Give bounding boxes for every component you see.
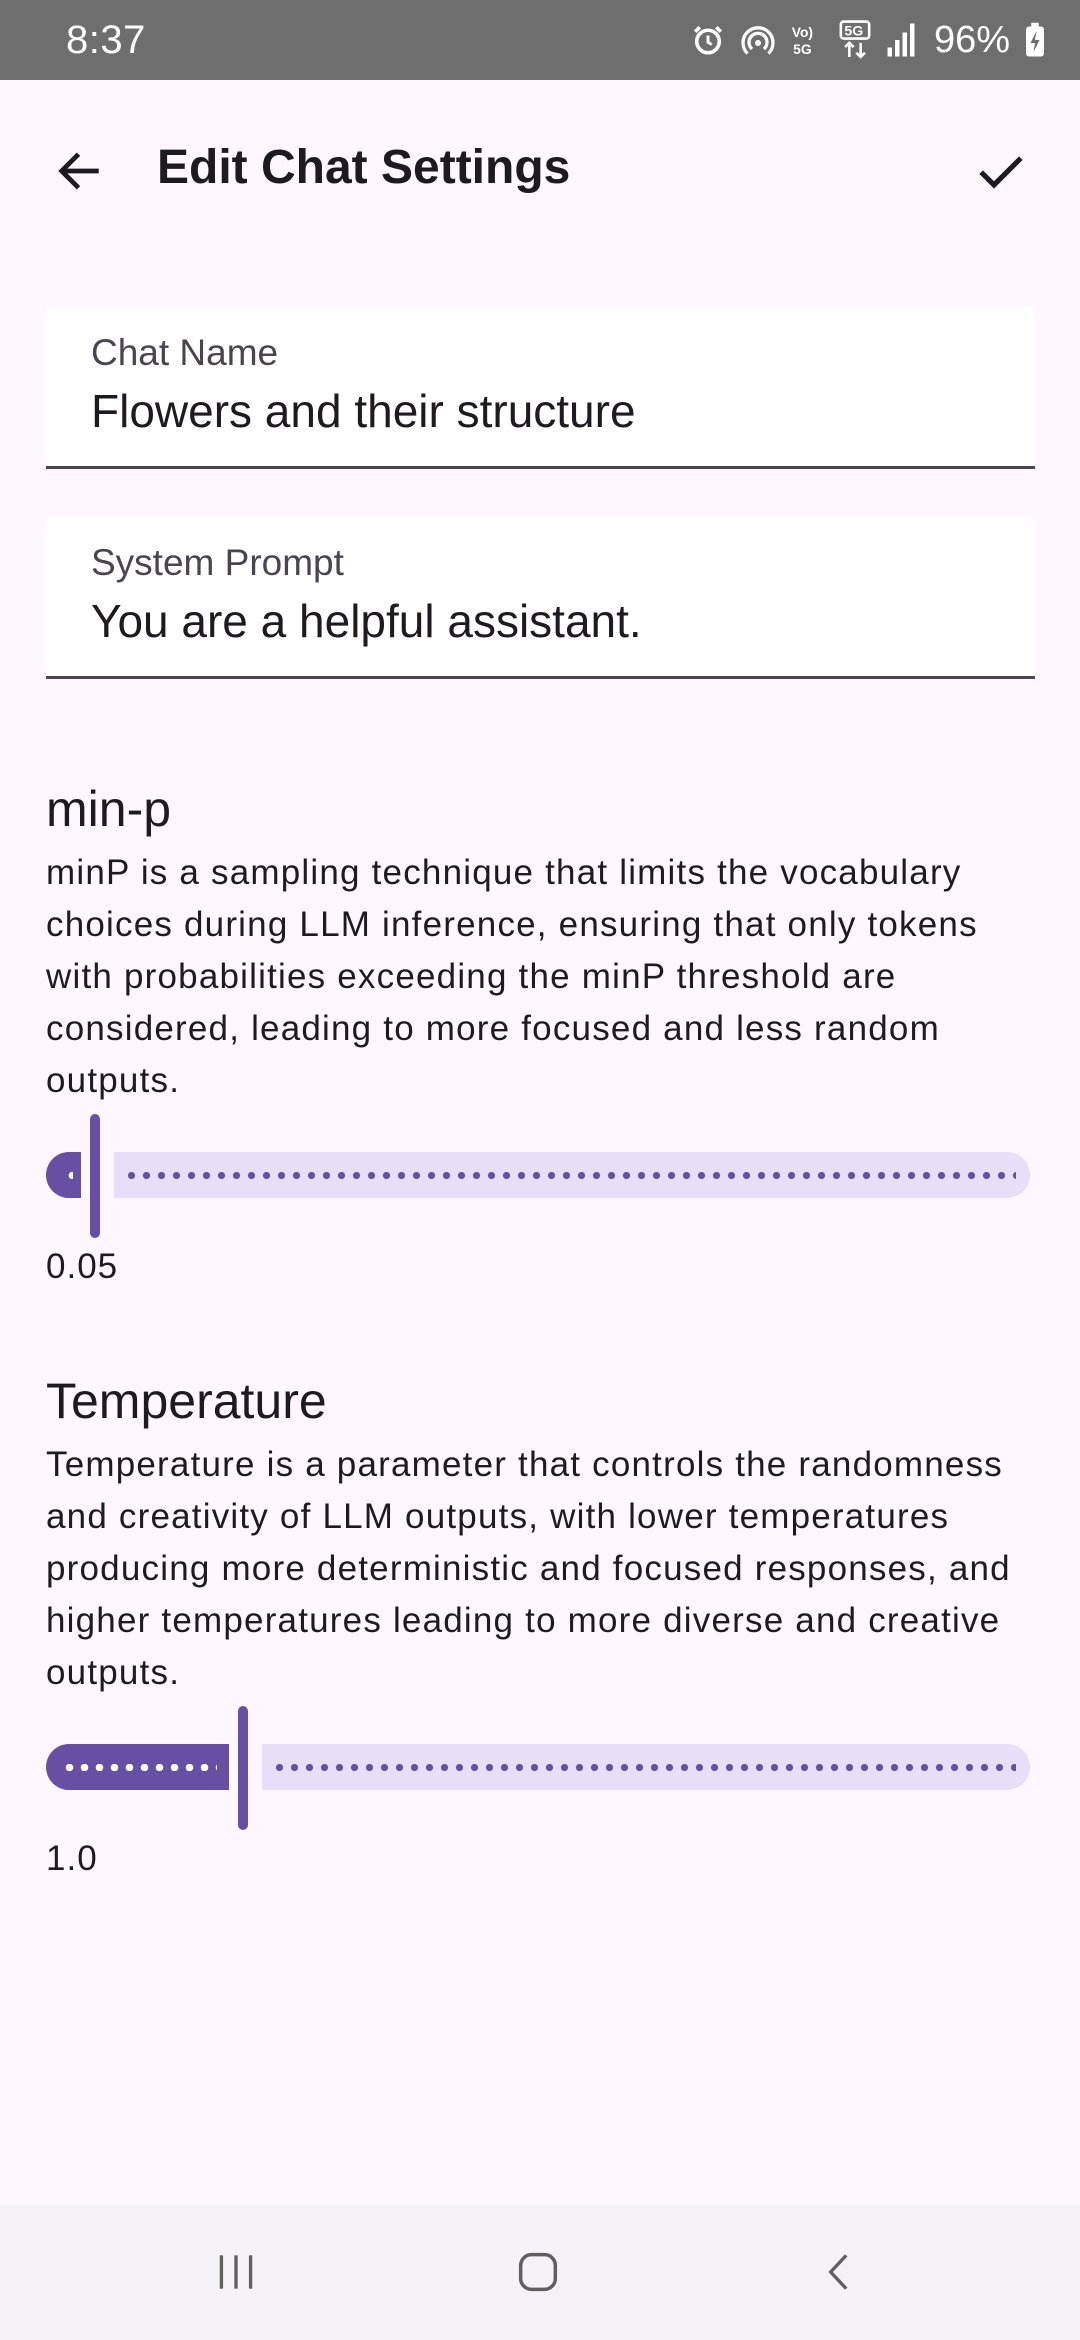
battery-percent: 96%	[933, 18, 1010, 61]
app-bar	[0, 80, 1080, 260]
recents-button[interactable]	[196, 2237, 276, 2307]
slider-thumb[interactable]	[90, 1114, 100, 1238]
temperature-title: Temperature	[46, 1373, 327, 1429]
status-icons	[690, 19, 1046, 62]
min-p-title: min-p	[46, 781, 172, 837]
system-prompt-label: System Prompt	[91, 542, 344, 583]
home-button[interactable]	[498, 2237, 578, 2307]
temperature-value: 1.0	[46, 1839, 98, 1878]
min-p-description: minP is a sampling technique that limits the vocabulary choices during LLM inference, ensuring that only tokens with probabilities exceeding the minP threshold are considered, leading to more focused and less random outputs.	[46, 853, 978, 1100]
status-bar	[0, 0, 1080, 80]
back-button[interactable]	[44, 136, 114, 206]
alarm-icon	[690, 22, 726, 58]
page-title: Edit Chat Settings	[157, 141, 571, 194]
nav-back-icon	[815, 2247, 865, 2297]
battery-charging-icon	[1024, 22, 1046, 58]
check-icon	[973, 143, 1029, 199]
chat-name-input[interactable]	[91, 384, 991, 438]
system-prompt-input[interactable]	[91, 594, 991, 648]
temperature-slider[interactable]	[46, 1706, 1030, 1830]
svg-text:5G: 5G	[844, 23, 864, 40]
slider-thumb[interactable]	[238, 1706, 248, 1830]
nav-back-button[interactable]	[800, 2237, 880, 2307]
slider-active-ticks	[62, 1764, 217, 1771]
signal-icon	[886, 22, 916, 58]
recents-icon	[211, 2247, 261, 2297]
slider-inactive-ticks	[124, 1172, 1016, 1179]
hotspot-icon	[740, 22, 776, 58]
status-time: 8:37	[66, 17, 146, 62]
temperature-description: Temperature is a parameter that controls the randomness and creativity of LLM outputs, with lower temperatures producing more deterministic and focused responses, and higher temperatures leading to more diverse and creative outputs.	[46, 1445, 1011, 1692]
system-prompt-field[interactable]	[46, 516, 1035, 679]
min-p-slider[interactable]	[46, 1114, 1030, 1238]
slider-inactive-ticks	[272, 1764, 1016, 1771]
chat-name-label: Chat Name	[91, 332, 279, 373]
chat-name-field[interactable]	[46, 306, 1035, 469]
svg-text:5G: 5G	[793, 40, 812, 57]
arrow-back-icon	[53, 145, 105, 197]
slider-active-track	[46, 1152, 81, 1198]
system-nav-bar	[0, 2205, 1080, 2340]
volte-icon	[790, 22, 824, 58]
5g-icon	[838, 20, 872, 60]
svg-text:Vo): Vo)	[791, 24, 813, 41]
home-icon	[512, 2246, 564, 2298]
save-button[interactable]	[966, 136, 1036, 206]
slider-active-ticks	[65, 1172, 73, 1179]
min-p-value: 0.05	[46, 1247, 119, 1286]
